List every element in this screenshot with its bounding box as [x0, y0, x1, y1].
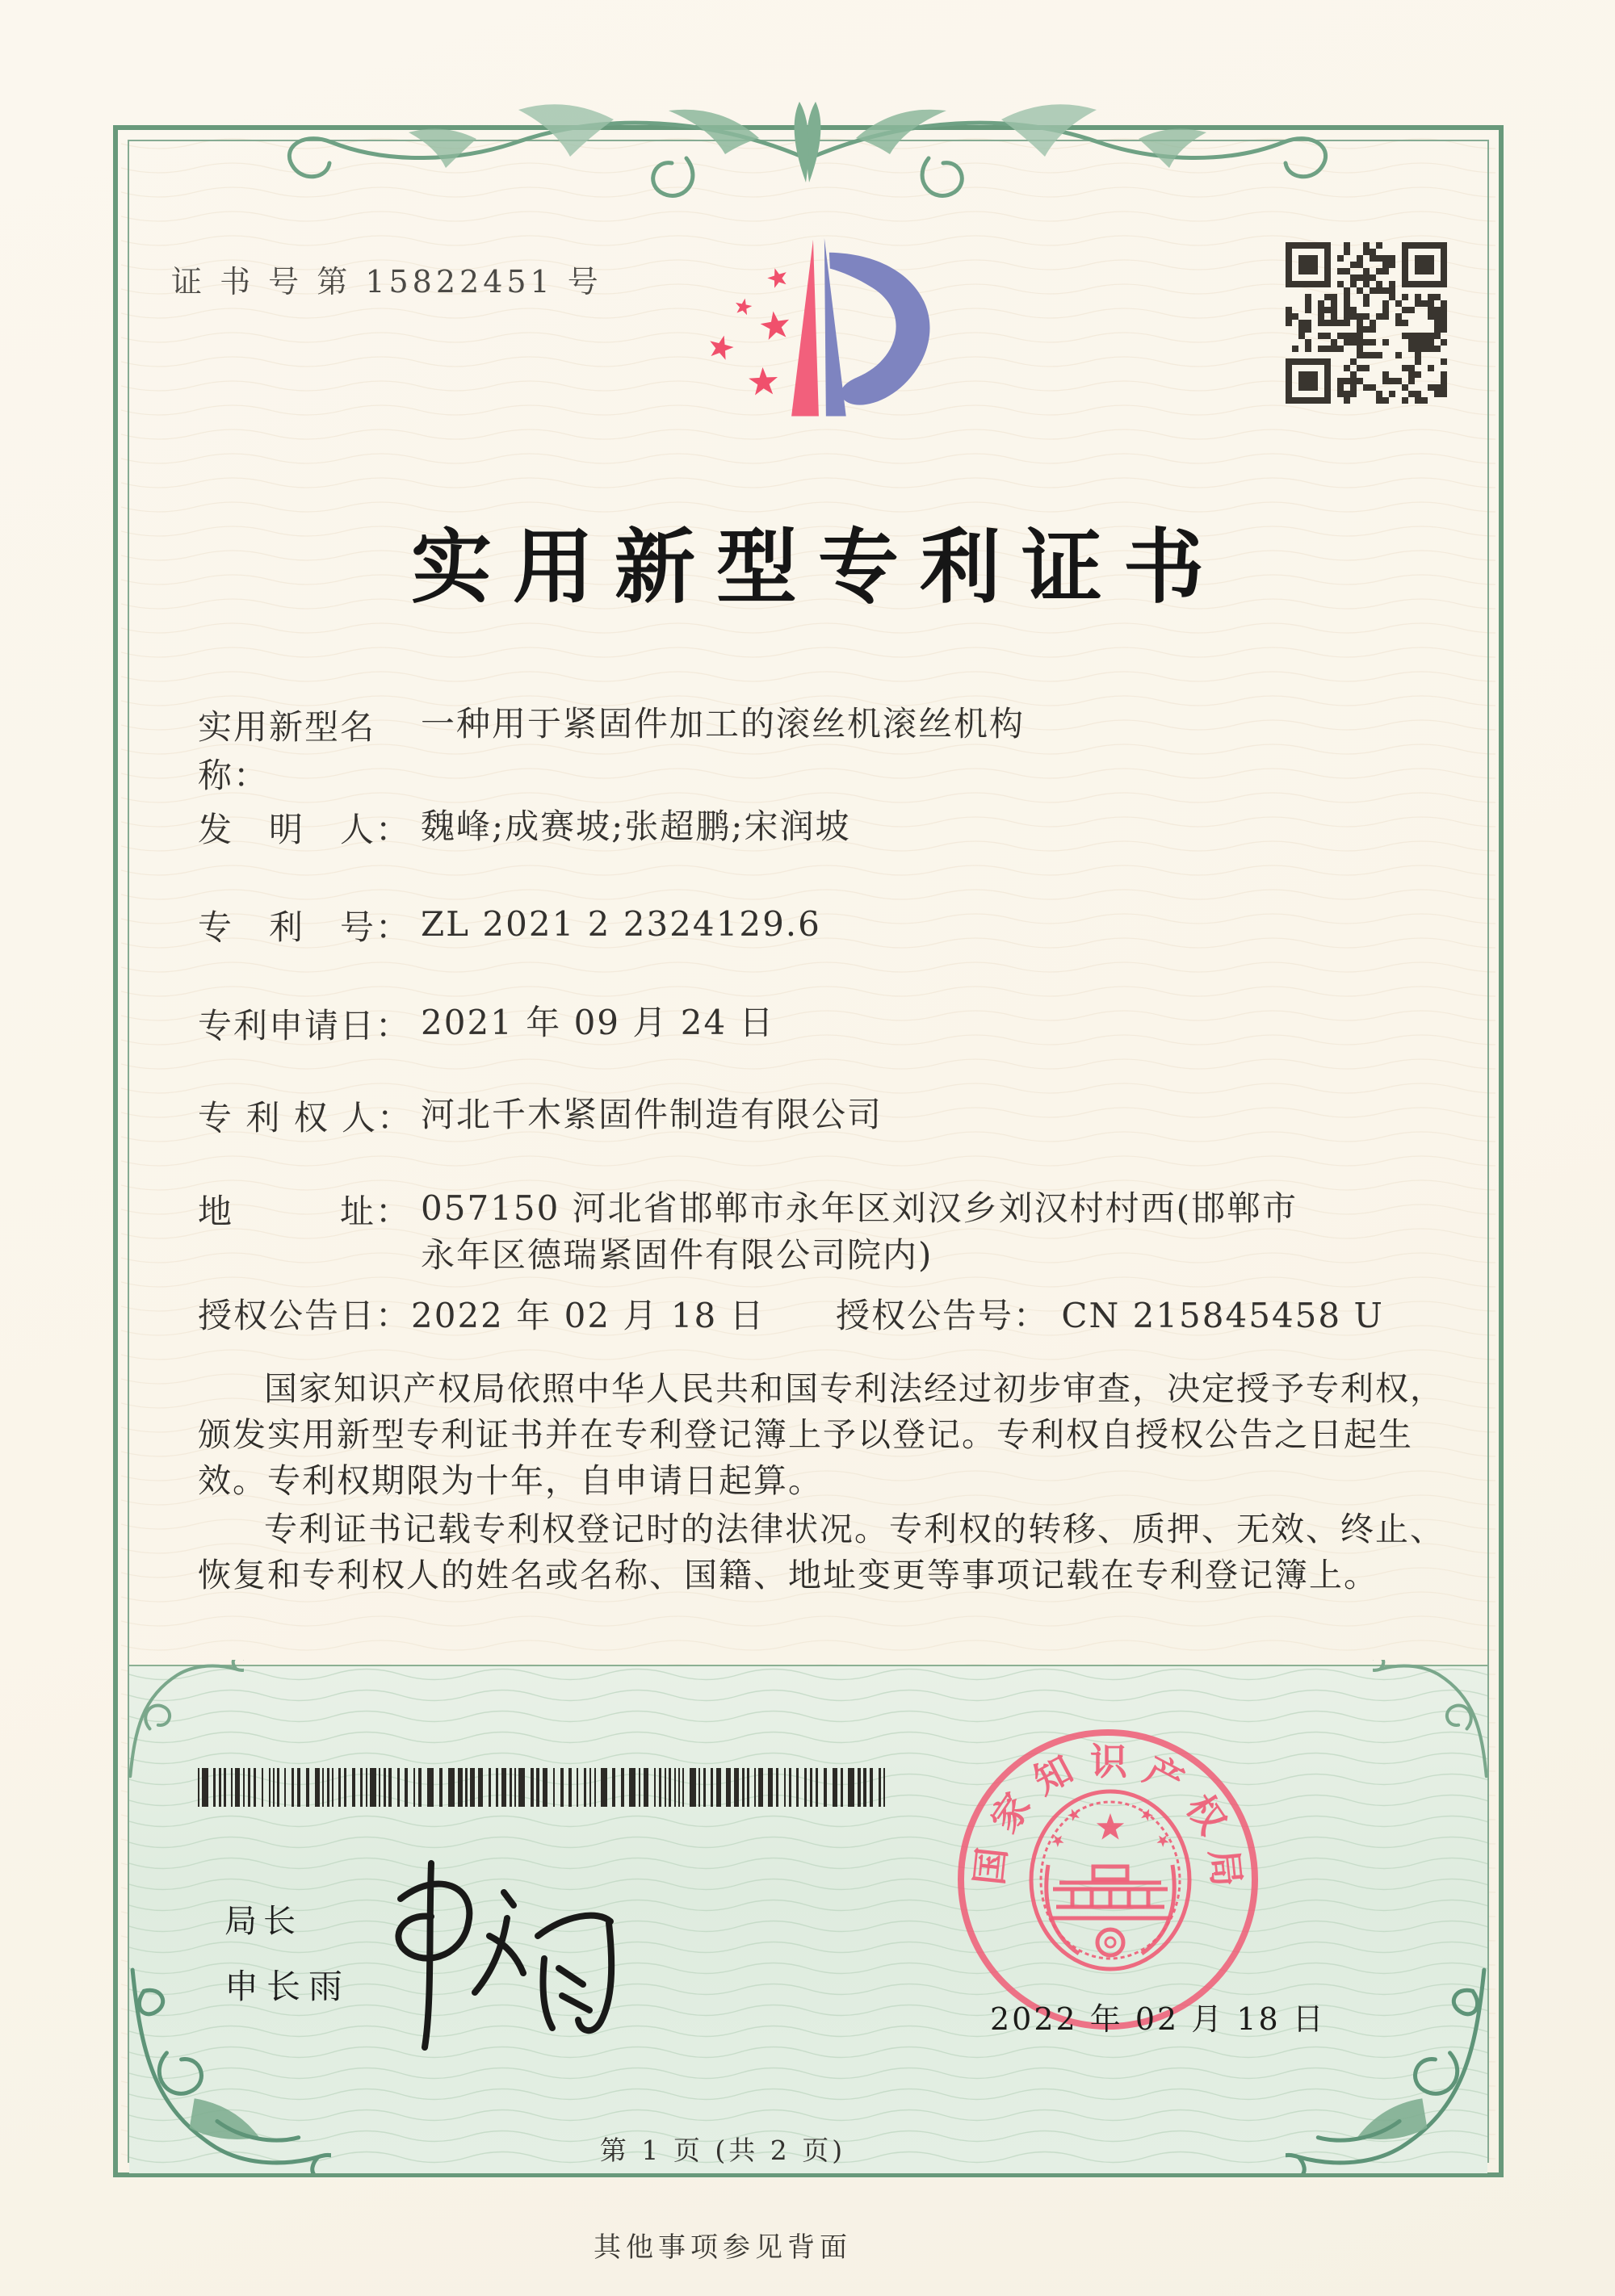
field-filing-date	[198, 999, 1445, 1048]
field-label: 发 明 人：	[198, 810, 412, 849]
grant-number-group	[836, 1289, 1384, 1338]
seal-arc-char: 产	[1137, 1747, 1191, 1804]
seal-arc-char: 局	[1202, 1847, 1249, 1889]
director-name: 申长雨	[224, 1967, 351, 2006]
top-scroll-ornament	[234, 61, 1381, 215]
field-label: 实用新型名称：	[198, 707, 376, 795]
guilloche-waves	[129, 1666, 1487, 2173]
page-number: 第 1 页 (共 2 页)	[599, 2135, 846, 2166]
seal-arc-char: 识	[1090, 1740, 1127, 1783]
field-patentee	[198, 1091, 1445, 1140]
barcode	[198, 1768, 891, 1807]
logo-stars	[710, 268, 789, 395]
corner-scroll-ornament-top-right	[1373, 1660, 1494, 1781]
grant-number-value: CN 215845458 U	[1061, 1296, 1384, 1335]
field-value: ZL 2021 2 2324129.6	[421, 904, 821, 944]
field-label: 地 址：	[198, 1192, 412, 1231]
director-signature	[354, 1841, 620, 2067]
certificate-title: 实用新型专利证书	[411, 519, 1225, 614]
guilloche-panel	[129, 1665, 1487, 2173]
grant-date-label: 授权公告日：	[198, 1296, 412, 1335]
back-side-note: 其他事项参见背面	[594, 2231, 852, 2264]
legal-paragraph-2: 专利证书记载专利权登记时的法律状况。专利权的转移、质押、无效、终止、恢复和专利权人的姓名或名称、国籍、地址变更等事项记载在专利登记簿上。	[198, 1510, 1445, 1594]
field-label: 专 利 权 人：	[198, 1098, 413, 1138]
seal-arc-char: 权	[1177, 1787, 1235, 1842]
field-value: 魏峰;成赛坡;张超鹏;宋润坡	[421, 807, 851, 846]
corner-scroll-ornament-top-left	[123, 1660, 244, 1781]
national-emblem	[1026, 1787, 1195, 1973]
field-invention-name	[198, 701, 1445, 798]
seal-arc-char: 知	[1026, 1746, 1080, 1804]
certificate-number: 证 书 号 第 15822451 号	[171, 264, 602, 300]
field-value: 一种用于紧固件加工的滚丝机滚丝机构	[421, 704, 1026, 744]
field-value: 河北千木紧固件制造有限公司	[421, 1095, 883, 1134]
field-address	[198, 1185, 1445, 1279]
qr-code	[1286, 242, 1447, 404]
logo-p-bowl	[829, 253, 930, 405]
seal-arc-char: 家	[982, 1785, 1039, 1841]
cnipa-official-seal	[958, 1729, 1258, 2030]
legal-paragraph-1: 国家知识产权局依照中华人民共和国专利法经过初步审查，决定授予专利权，颁发实用新型专利证书并在专利登记簿上予以登记。专利权自授权公告之日起生效。专利权期限为十年，自申请日起算。	[198, 1369, 1445, 1500]
field-inventors	[198, 803, 1445, 852]
grant-number-label: 授权公告号：	[836, 1296, 1050, 1335]
field-label: 专利申请日：	[198, 1006, 412, 1045]
field-value: 057150 河北省邯郸市永年区刘汉乡刘汉村村西(邯郸市永年区德瑞紧固件有限公司院内)	[421, 1188, 1298, 1275]
director-title: 局长	[224, 1903, 302, 1940]
field-value: 2021 年 09 月 24 日	[421, 1003, 775, 1042]
seal-date: 2022 年 02 月 18 日	[990, 2001, 1326, 2037]
logo-red-wedge	[791, 240, 819, 417]
seal-arc-char: 国	[967, 1846, 1015, 1887]
field-grant-row	[198, 1289, 1445, 1338]
cnipa-logo	[680, 216, 937, 475]
field-label: 专 利 号：	[198, 907, 412, 947]
field-patent-number	[198, 901, 1445, 949]
grant-date-value: 2022 年 02 月 18 日	[411, 1296, 766, 1335]
